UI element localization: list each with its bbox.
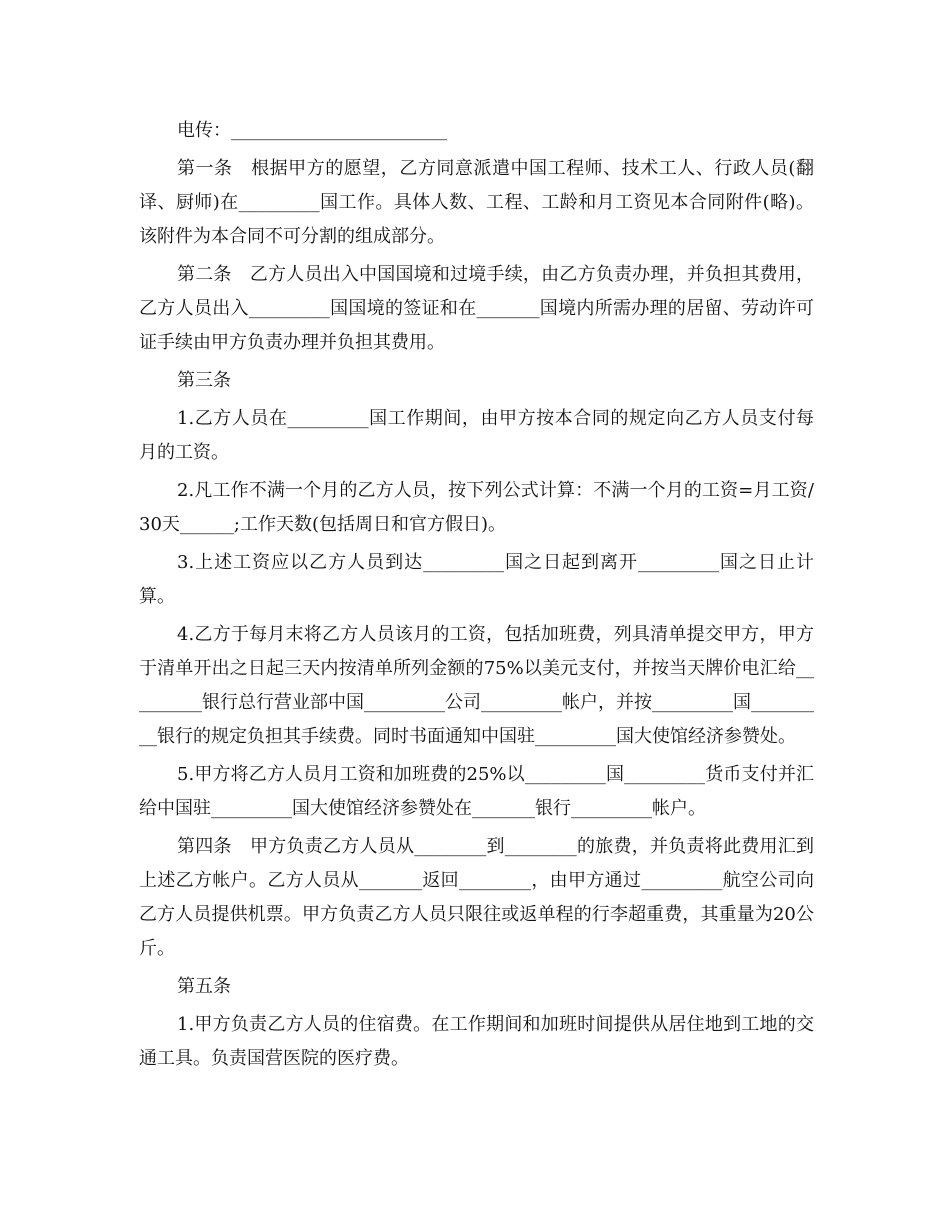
article-3-clause-3: 3.上述工资应以乙方人员到达_________国之日起到离开_________国之日止计算。	[139, 552, 814, 607]
article-3-heading: 第三条	[177, 370, 231, 391]
article-5-heading: 第五条	[177, 976, 231, 997]
article-5-clause-1: 1.甲方负责乙方人员的住宿费。在工作期间和加班时间提供从居住地到工地的交通工具。负责国营医院的医疗费。	[139, 1014, 814, 1069]
contract-document	[139, 114, 814, 1080]
article-2: 第二条 乙方人员出入中国国境和过境手续，由乙方负责办理，并负担其费用，乙方人员出入_________国国境的签证和在_______国境内所需办理的居留、劳动许可证手续由甲方负责办理并负担其费用。	[139, 264, 814, 353]
article-3-clause-1: 1.乙方人员在_________国工作期间，由甲方按本合同的规定向乙方人员支付每月的工资。	[139, 408, 814, 463]
article-1: 第一条 根据甲方的愿望，乙方同意派遣中国工程师、技术工人、行政人员(翻译、厨师)在_________国工作。具体人数、工程、工龄和月工资见本合同附件(略)。该附件为本合同不可分割的组成部分。	[139, 158, 814, 247]
article-3-clause-2: 2.凡工作不满一个月的乙方人员，按下列公式计算：不满一个月的工资=月工资/30天______;工作天数(包括周日和官方假日)。	[139, 480, 814, 535]
article-3-clause-4: 4.乙方于每月末将乙方人员该月的工资，包括加班费，列具清单提交甲方，甲方于清单开出之日起三天内按清单所列金额的75%以美元支付，并按当天牌价电汇给_________银行总行营业部中国_________公司_________帐户，并按_________国_________银行的规定负担其手续费。同时书面通知中国驻_________国大使馆经济参赞处。	[139, 624, 814, 747]
fax-line: 电传：________________________	[177, 120, 447, 141]
article-4: 第四条 甲方负责乙方人员从________到________的旅费，并负责将此费用汇到上述乙方帐户。乙方人员从_______返回________，由甲方通过_________航空公司向乙方人员提供机票。甲方负责乙方人员只限往或返单程的行李超重费，其重量为20公斤。	[139, 836, 814, 959]
article-3-clause-5: 5.甲方将乙方人员月工资和加班费的25%以_________国_________货币支付并汇给中国驻_________国大使馆经济参赞处在_______银行_________帐户。	[139, 764, 814, 819]
